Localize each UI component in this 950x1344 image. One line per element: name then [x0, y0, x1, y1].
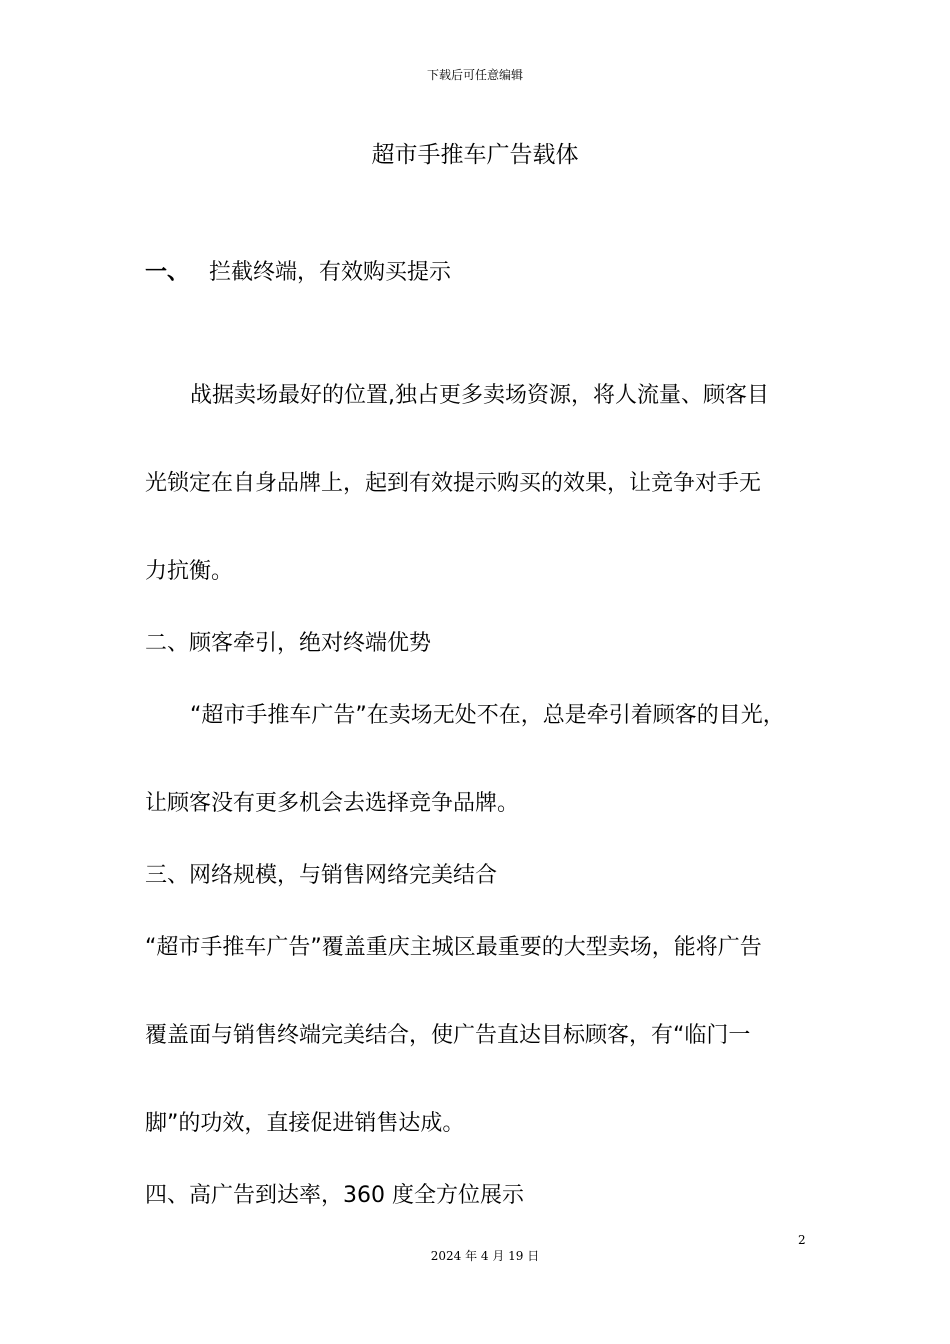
section2-paragraph-line-2: 让顾客没有更多机会去选择竞争品牌。 — [145, 791, 520, 816]
section2-paragraph-line-1: “超市手推车广告”在卖场无处不在，总是牵引着顾客的目光， — [190, 703, 785, 728]
section1-heading-text: 拦截终端，有效购买提示 — [209, 260, 452, 285]
section2-heading: 二、顾客牵引，绝对终端优势 — [145, 631, 432, 656]
page-footer-date: 2024 年 4 月 19 日 — [430, 1249, 540, 1263]
section4-heading: 四、高广告到达率，360 度全方位展示 — [145, 1183, 524, 1208]
section1-number: 一、 — [145, 260, 190, 285]
section3-paragraph-line-1: “超市手推车广告”覆盖重庆主城区最重要的大型卖场，能将广告 — [145, 935, 762, 960]
section3-paragraph-line-2: 覆盖面与销售终端完美结合，使广告直达目标顾客，有“临门一 — [145, 1023, 751, 1048]
section1-heading — [145, 258, 451, 288]
page-header: 下载后可任意编辑 — [426, 68, 523, 82]
section1-paragraph-line-1: 战据卖场最好的位置,独占更多卖场资源，将人流量、顾客目 — [190, 383, 769, 408]
section3-paragraph-line-3: 脚”的功效，直接促进销售达成。 — [145, 1111, 465, 1136]
page-number: 2 — [798, 1233, 806, 1247]
document-title: 超市手推车广告载体 — [371, 142, 579, 168]
section1-paragraph-line-2: 光锁定在自身品牌上，起到有效提示购买的效果，让竞争对手无 — [145, 471, 762, 496]
section1-paragraph-line-3: 力抗衡。 — [145, 559, 234, 584]
section3-heading: 三、网络规模，与销售网络完美结合 — [145, 863, 498, 888]
